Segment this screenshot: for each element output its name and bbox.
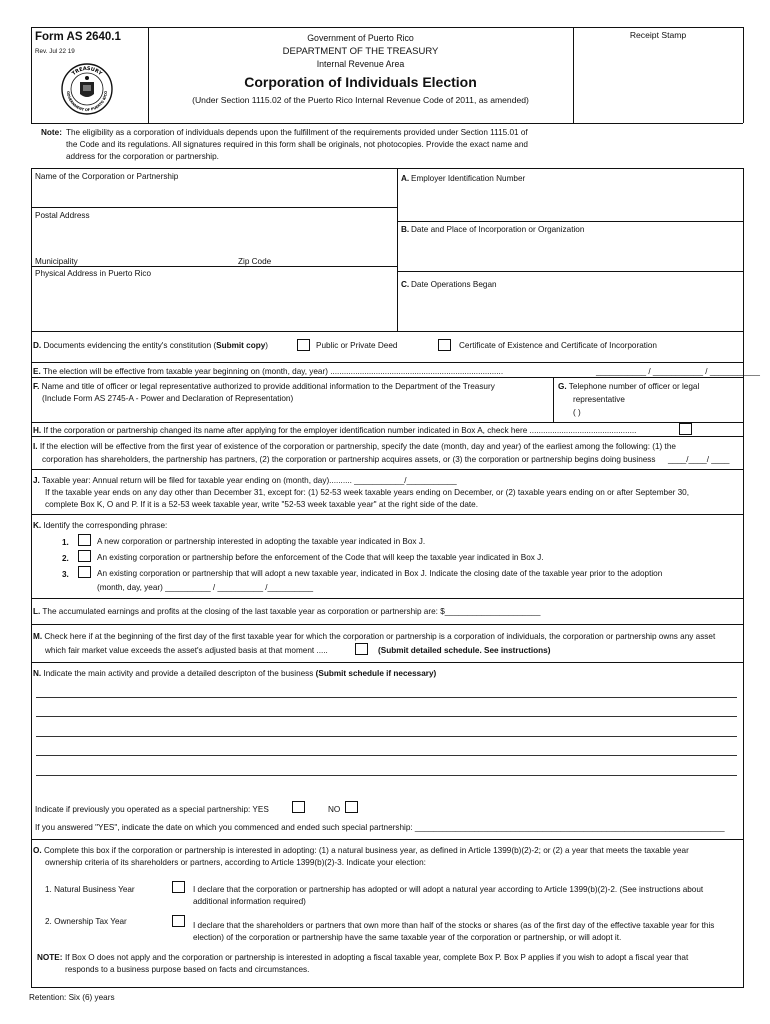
- special-partnership-dates[interactable]: If you answered "YES", indicate the date on which you commenced and ended such special partnership: ____________________________________________________________________: [35, 823, 725, 832]
- ownership-tax-year-checkbox[interactable]: [172, 915, 185, 927]
- note-line-2: the Code and its regulations. All signatures required in this form shall be originals, not photocopies. Provide the exact name and: [66, 140, 528, 149]
- description-line-3[interactable]: [36, 736, 737, 737]
- special-partnership-question: Indicate if previously you operated as a special partnership: YES: [35, 805, 269, 814]
- note-line-3: address for the corporation or partnership.: [66, 152, 219, 161]
- retention-note: Retention: Six (6) years: [29, 993, 115, 1002]
- form-subtitle: (Under Section 1115.02 of the Puerto Rico Internal Revenue Code of 2011, as amended): [192, 95, 529, 105]
- treasury-seal-icon: [60, 62, 114, 116]
- svg-text:TREASURY: TREASURY: [71, 65, 103, 77]
- box-g-line-1: G. Telephone number of officer or legal: [558, 382, 700, 391]
- box-e-text: E. The election will be effective from taxable year beginning on (month, day, year) ............................................................................: [33, 367, 504, 376]
- description-line-2[interactable]: [36, 716, 737, 717]
- note-o-line-2: responds to a business purpose based on facts and circumstances.: [65, 965, 310, 974]
- physical-address-label: Physical Address in Puerto Rico: [35, 269, 152, 278]
- employer-id-field[interactable]: [401, 186, 739, 218]
- box-n-text: N. Indicate the main activity and provide a detailed descripton of the business (Submit schedule if necessary): [33, 669, 437, 678]
- box-j-line-2: If the taxable year ends on any day other than December 31, except for: (1) 52-53 week taxable years ending on December, or (2) taxable years ending on or after September 30,: [45, 488, 690, 497]
- note-label: Note:: [41, 128, 62, 137]
- box-i-line-2: corporation has shareholders, the partnership has partners, (2) the corporation or partnership acquires assets, or (3) the corporation or partnership begins doing business: [42, 455, 656, 464]
- k-option-2-checkbox[interactable]: [78, 550, 91, 562]
- name-change-checkbox[interactable]: [679, 423, 692, 435]
- zip-code-label: Zip Code: [238, 257, 272, 266]
- revision-date: Rev. Jul 22 19: [35, 48, 75, 55]
- box-d-text: D. Documents evidencing the entity's constitution (Submit copy): [33, 341, 269, 350]
- receipt-stamp-label: Receipt Stamp: [629, 30, 687, 40]
- physical-address-field[interactable]: [35, 280, 391, 326]
- k-option-2-label: An existing corporation or partnership before the enforcement of the Code that will keep the taxable year indicated in Box J.: [97, 553, 544, 562]
- box-o-line-1: O. Complete this box if the corporation or partnership is interested in adopting: (1) a natural business year, as defined in Article 1399(b)(2)-2; or (2) a year that meets the taxable year: [33, 846, 689, 855]
- k-option-1-checkbox[interactable]: [78, 534, 91, 546]
- certificate-existence-label: Certificate of Existence and Certificate of Incorporation: [459, 341, 657, 350]
- box-m-instruction: (Submit detailed schedule. See instructions): [378, 646, 551, 655]
- natural-business-year-line-2: additional information required): [193, 897, 306, 906]
- k-item-3-number: 3.: [62, 570, 69, 579]
- box-i-line-1: I. If the election will be effective from the first year of existence of the corporation or partnership, specify the date (month, day and year) of the earliest among the following: (1) the: [33, 442, 676, 451]
- natural-business-year-checkbox[interactable]: [172, 881, 185, 893]
- earliest-date-blanks[interactable]: ____/____/ ____: [668, 455, 730, 464]
- postal-address-field[interactable]: [35, 222, 391, 252]
- phone-area-code-field[interactable]: ( ): [573, 408, 581, 417]
- ownership-tax-year-line-1: I declare that the shareholders or partners that own more than half of the stocks or shares (as of the first day of the effective taxable year for this: [193, 921, 715, 930]
- ownership-tax-year-line-2: election) of the corporation or partnership have the same taxable year of the corporation or partnership, or will adopt it.: [193, 933, 622, 942]
- box-m-line-2: which fair market value exceeds the asset's adjusted basis at that moment .....: [45, 646, 328, 655]
- svg-text:GOVERNMENT OF PUERTO RICO: GOVERNMENT OF PUERTO RICO: [65, 90, 109, 113]
- box-a-letter: A.: [401, 174, 410, 183]
- box-c-letter: C.: [401, 280, 410, 289]
- box-a-label: Employer Identification Number: [411, 174, 526, 183]
- k-item-2-number: 2.: [62, 554, 69, 563]
- form-title: Corporation of Individuals Election: [244, 74, 477, 90]
- note-o-line-1: If Box O does not apply and the corporation or partnership is interested in adopting a fiscal taxable year, complete Box P. Box P applies if you wish to adopt a fiscal year that: [65, 953, 689, 962]
- natural-business-year-line-1: I declare that the corporation or partnership has adopted or will adopt a natural year according to Article 1399(b)(2)-2. (See instructions about: [193, 885, 704, 894]
- box-j-line-3: complete Box K, O and P. If it is a 52-53 week taxable year, write "52-53 week taxable year" at the right side of the date.: [45, 500, 479, 509]
- k-closing-date-blanks[interactable]: (month, day, year) __________ / __________ /__________: [97, 583, 314, 592]
- ownership-tax-year-label: 2. Ownership Tax Year: [45, 917, 127, 926]
- certificate-existence-checkbox[interactable]: [438, 339, 451, 351]
- box-k-intro: K. Identify the corresponding phrase:: [33, 521, 168, 530]
- public-private-deed-label: Public or Private Deed: [316, 341, 398, 350]
- box-g-line-2: representative: [573, 395, 625, 404]
- box-h-text: H. If the corporation or partnership changed its name after applying for the employer identification number indicated in Box A, check here ...............................................: [33, 426, 637, 435]
- box-f-line-2: (Include Form AS 2745-A - Power and Declaration of Representation): [42, 394, 294, 403]
- corporation-name-field[interactable]: [35, 183, 391, 205]
- asset-value-checkbox[interactable]: [355, 643, 368, 655]
- municipality-label: Municipality: [35, 257, 78, 266]
- operations-began-field[interactable]: [401, 292, 739, 326]
- box-b-letter: B.: [401, 225, 410, 234]
- officer-name-field[interactable]: [40, 405, 545, 419]
- box-m-line-1: M. Check here if at the beginning of the first day of the first taxable year for which the corporation or partnership is a corporation of individuals, the corporation or partnership owns any asset: [33, 632, 716, 641]
- note-o-label: NOTE:: [37, 953, 63, 962]
- natural-business-year-label: 1. Natural Business Year: [45, 885, 135, 894]
- description-line-1[interactable]: [36, 697, 737, 698]
- box-c-label: Date Operations Began: [411, 280, 497, 289]
- k-option-1-label: A new corporation or partnership interested in adopting the taxable year indicated in Box J.: [97, 537, 426, 546]
- description-line-5[interactable]: [36, 775, 737, 776]
- box-l-text: L. The accumulated earnings and profits at the closing of the last taxable year as corporation or partnership are: $_____________________: [33, 607, 541, 616]
- special-partnership-no-label: NO: [328, 805, 341, 814]
- note-line-1: The eligibility as a corporation of individuals depends upon the fulfillment of the requirements provided under Section 1115.01 of: [66, 128, 528, 137]
- postal-address-label: Postal Address: [35, 211, 90, 220]
- box-j-line-1: J. Taxable year: Annual return will be filed for taxable year ending on (month, day).......... ___________/___________: [33, 476, 457, 485]
- public-private-deed-checkbox[interactable]: [297, 339, 310, 351]
- k-option-3-checkbox[interactable]: [78, 566, 91, 578]
- box-b-label: Date and Place of Incorporation or Organization: [411, 225, 585, 234]
- incorporation-date-place-field[interactable]: [401, 237, 739, 267]
- k-option-3-label: An existing corporation or partnership that will adopt a new taxable year, indicated in Box J. Indicate the closing date of the taxable year prior to the adoption: [97, 569, 663, 578]
- form-number: Form AS 2640.1: [35, 31, 121, 43]
- description-line-4[interactable]: [36, 755, 737, 756]
- department-name: DEPARTMENT OF THE TREASURY: [282, 46, 439, 57]
- special-partnership-yes-checkbox[interactable]: [292, 801, 305, 813]
- corporation-name-label: Name of the Corporation or Partnership: [35, 172, 179, 181]
- effective-date-blanks[interactable]: ___________ / ___________ / ___________: [596, 367, 760, 376]
- government-name: Government of Puerto Rico: [307, 33, 414, 43]
- area-name: Internal Revenue Area: [316, 59, 405, 69]
- box-o-line-2: ownership criteria of its shareholders or partners, according to Article 1399(b)(2)-3. Indicate your election:: [45, 858, 426, 867]
- box-f-line-1: F. Name and title of officer or legal representative authorized to provide additional information to the Department of the Treasury: [33, 382, 495, 391]
- special-partnership-no-checkbox[interactable]: [345, 801, 358, 813]
- k-item-1-number: 1.: [62, 538, 69, 547]
